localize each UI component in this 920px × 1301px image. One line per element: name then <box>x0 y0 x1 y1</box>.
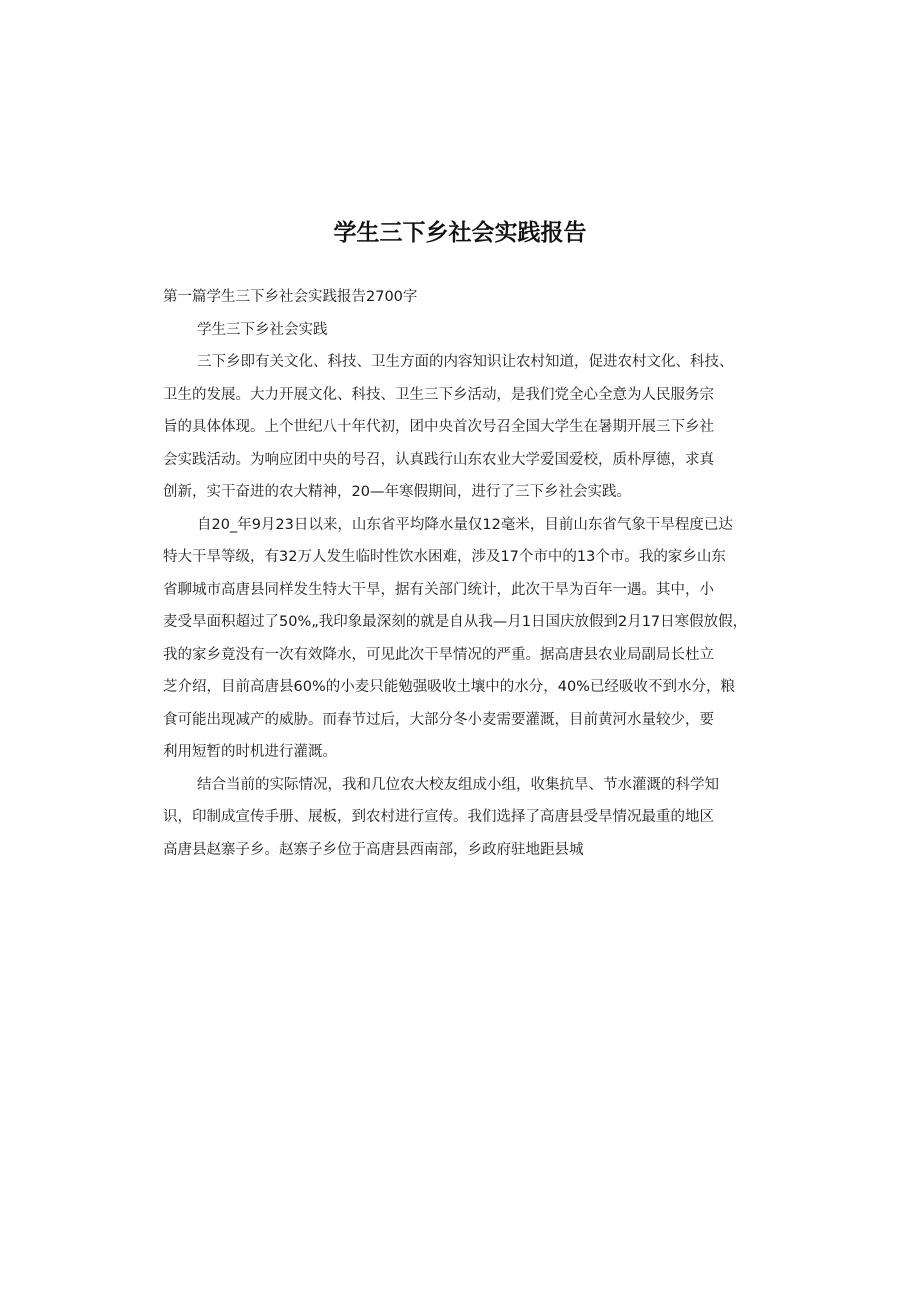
paragraph-line: 特大干旱等级，有32万人发生临时性饮水困难，涉及17个市中的13个市。我的家乡山东 <box>163 549 726 565</box>
section-heading: 第一篇学生三下乡社会实践报告2700字 <box>163 289 418 305</box>
paragraph-line: 我的家乡竟没有一次有效降水，可见此次干旱情况的严重。据高唐县农业局副局长杜立 <box>163 646 714 663</box>
paragraph-line: 三下乡即有关文化、科技、卫生方面的内容知识让农村知道，促进农村文化、科技、 <box>197 354 734 370</box>
paragraph-line: 食可能出现减产的威胁。而春节过后，大部分冬小麦需要灌溉，目前黄河水量较少，要 <box>163 711 714 728</box>
paragraph-line: 结合当前的实际情况，我和几位农大校友组成小组，收集抗旱、节水灌溉的科学知 <box>197 776 719 793</box>
paragraph-line: 创新，实干奋进的农大精神，20—年寒假期间，进行了三下乡社会实践。 <box>163 484 631 500</box>
paragraph-line: 自20_年9月23日以来，山东省平均降水量仅12毫米，目前山东省气象干旱程度已达 <box>197 516 733 533</box>
paragraph-line: 麦受旱面积超过了50%„我印象最深刻的就是自从我—月1日国庆放假到2月17日寒假放假， <box>163 614 748 630</box>
document-title: 学生三下乡社会实践报告 <box>333 220 587 246</box>
paragraph-line: 省聊城市高唐县同样发生特大干旱，据有关部门统计，此次干旱为百年一遇。其中，小 <box>163 581 714 598</box>
paragraph-line: 识，印制成宣传手册、展板，到农村进行宣传。我们选择了高唐县受旱情况最重的地区 <box>163 809 714 825</box>
document-body <box>163 281 767 866</box>
paragraph-line: 芝介绍，目前高唐县60%的小麦只能勉强吸收土壤中的水分，40%已经吸收不到水分，粮 <box>163 679 735 695</box>
paragraph-line: 高唐县赵寨子乡。赵寨子乡位于高唐县西南部，乡政府驻地距县城 <box>163 841 584 858</box>
subheading: 学生三下乡社会实践 <box>197 321 328 338</box>
paragraph-line: 卫生的发展。大力开展文化、科技、卫生三下乡活动，是我们党全心全意为人民服务宗 <box>163 386 714 403</box>
paragraph-line: 会实践活动。为响应团中央的号召，认真践行山东农业大学爱国爱校，质朴厚德，求真 <box>163 451 714 468</box>
paragraph-line: 利用短暂的时机进行灌溉。 <box>163 744 337 760</box>
paragraph-line: 旨的具体体现。上个世纪八十年代初，团中央首次号召全国大学生在暑期开展三下乡社 <box>163 419 714 435</box>
